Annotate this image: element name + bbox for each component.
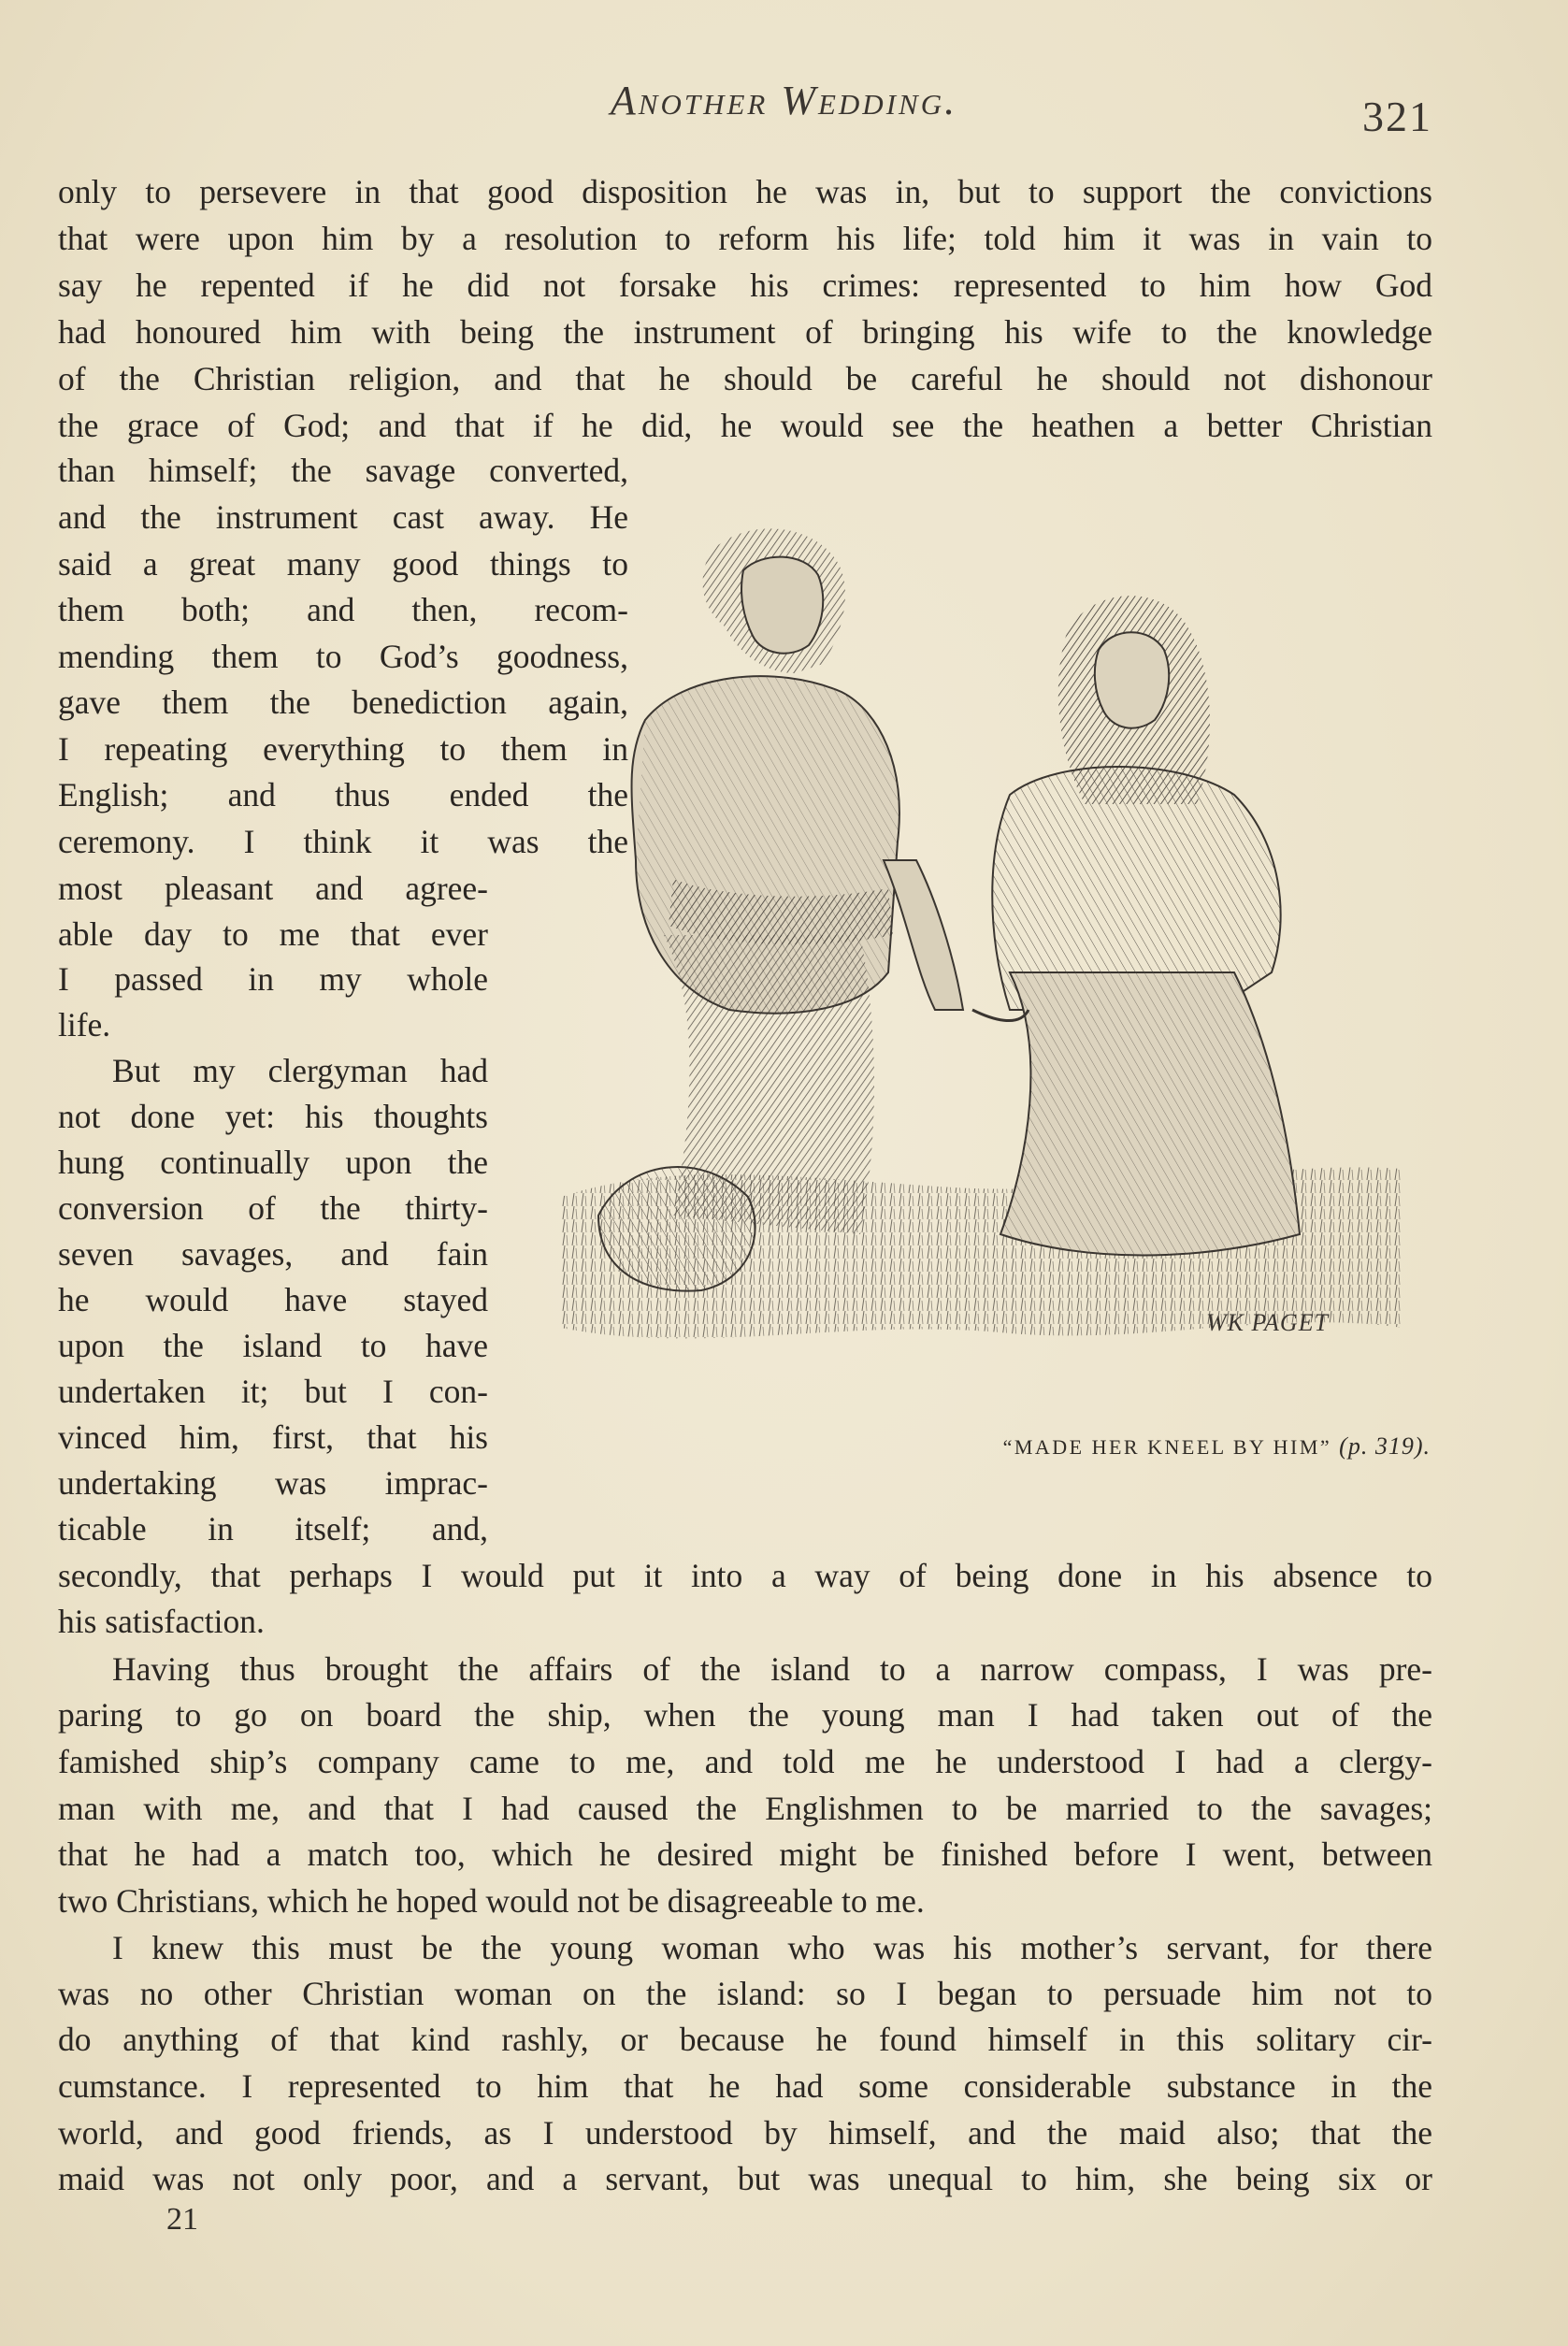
text-line: do anything of that kind rashly, or because he found himself in this solitary cir- (58, 2021, 1432, 2058)
text-line: maid was not only poor, and a servant, but was unequal to him, she being six or (58, 2160, 1432, 2197)
text-line: seven savages, and fain (58, 1235, 488, 1273)
text-line: I passed in my whole (58, 960, 488, 998)
text-line: But my clergyman had (112, 1052, 488, 1089)
text-line: the grace of God; and that if he did, he would see the heathen a better Christian (58, 407, 1432, 444)
text-line: secondly, that perhaps I would put it into a way of being done in his absence to (58, 1557, 1432, 1594)
text-line: only to persevere in that good disposition he was in, but to support the convictions (58, 173, 1432, 210)
text-line: that he had a match too, which he desired might be finished before I went, between (58, 1835, 1432, 1873)
text-line: said a great many good things to (58, 545, 628, 583)
text-line: not done yet: his thoughts (58, 1098, 488, 1135)
text-line: than himself; the savage converted, (58, 452, 628, 489)
text-line: man with me, and that I had caused the Englishmen to be married to the savages; (58, 1790, 1432, 1827)
text-line: two Christians, which he hoped would not be disagreeable to me. (58, 1882, 925, 1920)
text-line: ticable in itself; and, (58, 1510, 488, 1547)
text-line: cumstance. I represented to him that he had some considerable substance in the (58, 2067, 1432, 2105)
figure-caption (926, 1432, 1431, 1461)
text-line: them both; and then, recom- (58, 591, 628, 628)
kneeling-man-figure (598, 528, 963, 1290)
text-line: say he repented if he did not forsake his crimes: represented to him how God (58, 266, 1432, 304)
text-line: paring to go on board the ship, when the young man I had taken out of the (58, 1696, 1432, 1734)
text-line: hung continually upon the (58, 1144, 488, 1181)
text-line: famished ship’s company came to me, and told me he understood I had a clergy- (58, 1743, 1432, 1780)
text-line: gave them the benediction again, (58, 684, 628, 721)
text-line: life. (58, 1006, 111, 1043)
text-line: undertaken it; but I con- (58, 1373, 488, 1410)
text-line: mending them to God’s goodness, (58, 638, 628, 675)
text-line: I knew this must be the young woman who was his mother’s servant, for there (112, 1929, 1432, 1966)
text-line: and the instrument cast away. He (58, 498, 628, 536)
text-line: had honoured him with being the instrument of bringing his wife to the knowledge (58, 313, 1432, 351)
text-line: his satisfaction. (58, 1603, 265, 1640)
caption-text: “MADE HER KNEEL BY HIM” (1002, 1435, 1332, 1459)
engraving-illustration (561, 486, 1403, 1374)
text-line: vinced him, first, that his (58, 1418, 488, 1456)
text-line: undertaking was imprac- (58, 1464, 488, 1502)
engraver-signature: WK PAGET (1206, 1309, 1330, 1336)
text-line: conversion of the thirty- (58, 1189, 488, 1227)
text-line: I repeating everything to them in (58, 730, 628, 768)
text-line: able day to me that ever (58, 915, 488, 953)
running-title: Another Wedding. (610, 78, 958, 123)
text-line: most pleasant and agree- (58, 870, 488, 907)
text-line: he would have stayed (58, 1281, 488, 1318)
kneeling-woman-figure (972, 596, 1300, 1255)
text-line: English; and thus ended the (58, 776, 628, 813)
caption-page-reference: (p. 319). (1339, 1432, 1431, 1460)
text-line: was no other Christian woman on the island: so I began to persuade him not to (58, 1975, 1432, 2012)
text-line: that were upon him by a resolution to reform his life; told him it was in vain to (58, 220, 1432, 257)
text-line: of the Christian religion, and that he should be careful he should not dishonour (58, 360, 1432, 397)
signature-mark: 21 (166, 2202, 198, 2237)
text-line: upon the island to have (58, 1327, 488, 1364)
text-line: ceremony. I think it was the (58, 823, 628, 860)
text-line: world, and good friends, as I understood by himself, and the maid also; that the (58, 2114, 1432, 2152)
text-line: Having thus brought the affairs of the island to a narrow compass, I was pre- (112, 1650, 1432, 1688)
page-number: 321 (1362, 93, 1432, 140)
